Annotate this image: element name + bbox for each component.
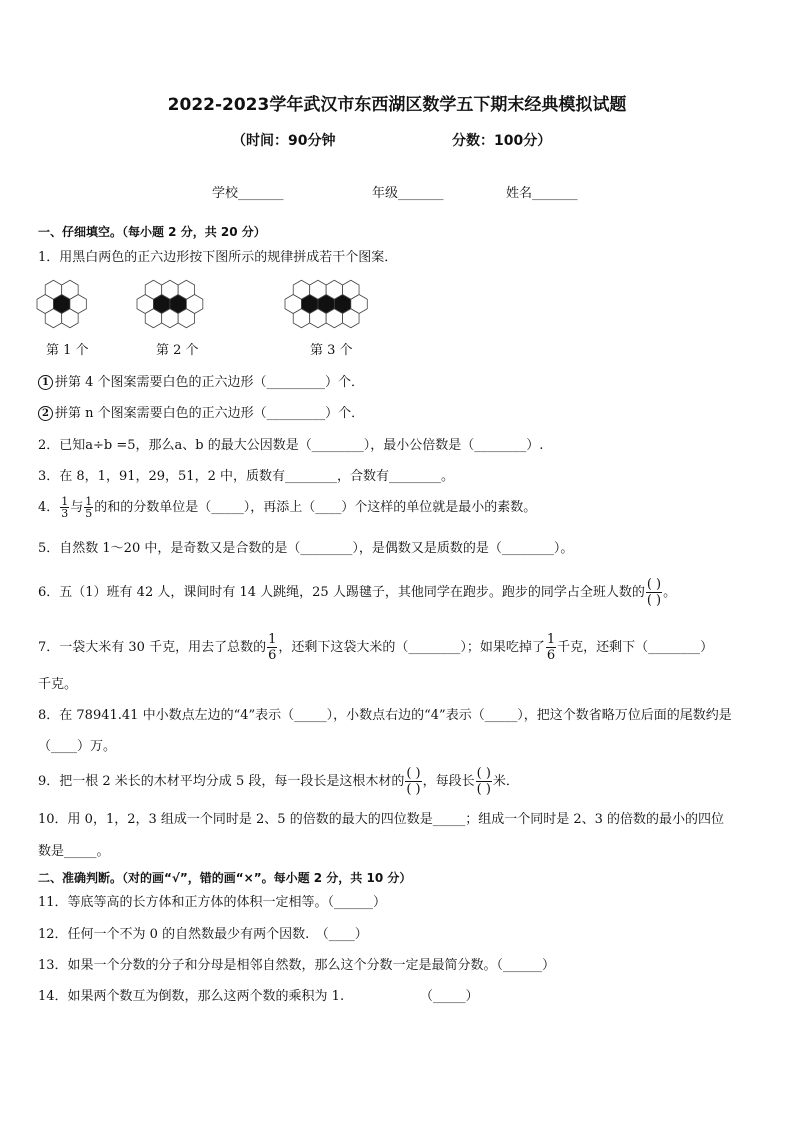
question-1-stem: 1．用黑白两色的正六边形按下图所示的规律拼成若干个图案． xyxy=(38,250,398,265)
circled-number-1: 1 xyxy=(38,375,53,390)
question-2: 2．已知a÷b =5，那么a、b 的最大公因数是（________），最小公倍数是（________）. xyxy=(38,438,544,453)
blank-fraction-b: $\frac{( )}{( )}$ xyxy=(476,766,491,797)
school-field: 学校_______ xyxy=(212,186,284,201)
question-5: 5．自然数 1～20 中，是奇数又是合数的是（________），是偶数又是质数的是（________）。 xyxy=(38,541,574,556)
question-4: 4． $\frac{1}{3}$ 与 $\frac{1}{5}$ 的和的分数单位是（_____），再添上（____）个这样的单位就是最小的素数。 xyxy=(38,495,537,520)
question-14-answer-blank: （_____） xyxy=(420,989,479,1004)
exam-score: 分数：100分） xyxy=(452,133,552,149)
grade-field: 年级_______ xyxy=(372,186,444,201)
figure-label-3: 第 3 个 xyxy=(310,343,353,358)
question-9-text-a: 9．把一根 2 米长的木材平均分成 5 段，每一段长是这根木材的 xyxy=(38,774,405,789)
hexagon-figure-2 xyxy=(136,280,231,330)
question-1-part-2 xyxy=(38,405,364,423)
fraction-one-sixth-b: $\frac{1}{6}$ xyxy=(546,632,556,663)
question-8-line-2: （____）万。 xyxy=(38,739,117,754)
question-4-text: 的和的分数单位是（_____），再添上（____）个这样的单位就是最小的素数。 xyxy=(94,500,537,515)
exam-time: （时间：90分钟 xyxy=(232,133,336,149)
question-12: 12．任何一个不为 0 的自然数最少有两个因数. （____） xyxy=(38,927,368,942)
question-1-part-1-text: 拼第 4 个图案需要白色的正六边形（_________）个． xyxy=(55,375,365,390)
question-11: 11．等底等高的长方体和正方体的体积一定相等。（______） xyxy=(38,895,387,910)
blank-fraction: $\frac{( )}{( )}$ xyxy=(646,577,662,608)
question-10-line-1: 10．用 0，1，2，3 组成一个同时是 2、5 的倍数的最大的四位数是_____；组成一个同时是 2、3 的倍数的最小的四位 xyxy=(38,812,725,827)
circled-number-2: 2 xyxy=(38,406,53,421)
question-6-text: 6．五（1）班有 42 人，课间时有 14 人跳绳，25 人踢毽子，其他同学在跑步。跑步的同学占全班人数的 xyxy=(38,585,645,600)
question-7-text-c: 千克，还剩下（________） xyxy=(557,640,714,655)
question-7-line-2: 千克。 xyxy=(38,677,78,692)
question-13: 13．如果一个分数的分子和分母是相邻自然数，那么这个分数一定是最简分数。（______） xyxy=(38,958,556,973)
question-7-text-a: 7．一袋大米有 30 千克，用去了总数的 xyxy=(38,640,267,655)
fraction-one-sixth-a: $\frac{1}{6}$ xyxy=(268,632,277,663)
question-1-part-1 xyxy=(38,374,364,392)
question-9-text-c: 米． xyxy=(492,774,519,789)
page-title: 2022-2023学年武汉市东西湖区数学五下期末经典模拟试题 xyxy=(167,95,627,115)
question-6: 6．五（1）班有 42 人，课间时有 14 人跳绳，25 人踢毽子，其他同学在跑步。跑步的同学占全班人数的 $\frac{( )}{( )}$ 。 xyxy=(38,577,677,608)
fraction-one-fifth: $\frac{1}{5}$ xyxy=(85,495,93,520)
figure-label-1: 第 1 个 xyxy=(46,343,89,358)
name-field: 姓名_______ xyxy=(506,186,578,201)
question-14: 14．如果两个数互为倒数，那么这两个数的乘积为 1. xyxy=(38,989,345,1004)
question-8-line-1: 8．在 78941.41 中小数点左边的“4”表示（_____），小数点右边的“4”表示（_____），把这个数省略万位后面的尾数约是 xyxy=(38,708,732,723)
question-7-text-b: ，还剩下这袋大米的（________）；如果吃掉了 xyxy=(278,640,545,655)
figure-label-2: 第 2 个 xyxy=(156,343,199,358)
question-9 xyxy=(38,766,519,797)
hexagon-figure-1 xyxy=(36,280,96,330)
question-10-line-2: 数是_____。 xyxy=(38,844,110,859)
section-2-heading: 二、准确判断。（对的画“√”，错的画“×”。每小题 2 分，共 10 分） xyxy=(38,871,412,885)
hexagon-figure-3 xyxy=(284,280,414,330)
fraction-one-third: $\frac{1}{3}$ xyxy=(61,495,69,520)
question-7 xyxy=(38,632,713,663)
question-3: 3．在 8，1，91，29，51，2 中，质数有________，合数有________。 xyxy=(38,469,454,484)
question-4-number: 4． xyxy=(38,500,60,515)
section-1-heading: 一、仔细填空。（每小题 2 分，共 20 分） xyxy=(38,225,266,239)
blank-fraction-a: $\frac{( )}{( )}$ xyxy=(406,766,421,797)
question-9-text-b: ，每段长 xyxy=(422,774,475,789)
question-1-part-2-text: 拼第 n 个图案需要白色的正六边形（_________）个． xyxy=(55,406,365,421)
